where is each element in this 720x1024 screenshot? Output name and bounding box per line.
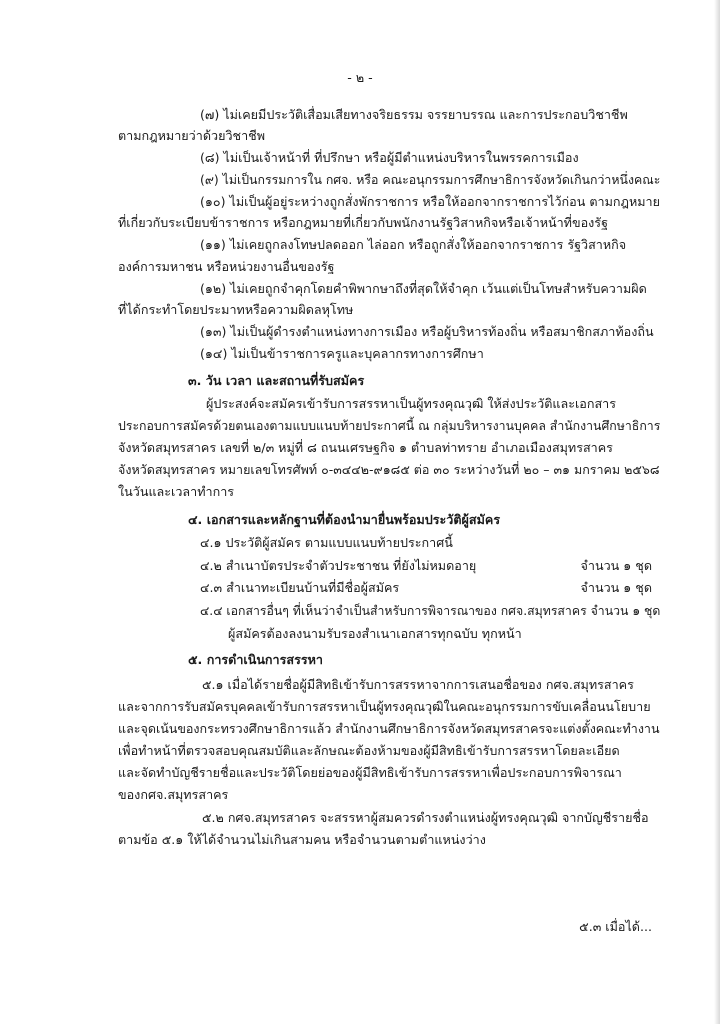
section5-2-line: ตามข้อ ๕.๑ ให้ได้จำนวนไม่เกินสามคน หรือจำนวนตามตำแหน่งว่าง	[118, 832, 486, 847]
qualification-10-line1: (๑๐) ไม่เป็นผู้อยู่ระหว่างถูกสั่งพักราชการ หรือให้ออกจากราชการไว้ก่อน ตามกฎหมาย	[200, 194, 661, 209]
section5-2-line: ๕.๒ กศจ.สมุทรสาคร จะสรรหาผู้สมควรดำรงตำแหน่งผู้ทรงคุณวุฒิ จากบัญชีรายชื่อ	[202, 810, 649, 825]
qualification-10-line2: ที่เกี่ยวกับระเบียบข้าราชการ หรือกฎหมายที่เกี่ยวกับพนักงานรัฐวิสาหกิจหรือเจ้าหน้าที่ของรัฐ	[118, 215, 609, 230]
section5-1-line: ๕.๑ เมื่อได้รายชื่อผู้มีสิทธิเข้ารับการสรรหาจากการเสนอชื่อของ กศจ.สมุทรสาคร	[202, 677, 634, 692]
section3-line: จังหวัดสมุทรสาคร หมายเลขโทรศัพท์ ๐-๓๔๔๒-๙๑๘๕ ต่อ ๓๐ ระหว่างวันที่ ๒๐ – ๓๑ มกราคม ๒๕๖๘	[118, 462, 660, 477]
section4-item-2-quantity: จำนวน ๑ ชุด	[580, 558, 652, 573]
section5-1-line: และจากการรับสมัครบุคคลเข้ารับการสรรหาเป็นผู้ทรงคุณวุฒิในคณะอนุกรรมการขับเคลื่อนนโยบาย	[118, 699, 651, 714]
qualification-8: (๘) ไม่เป็นเจ้าหน้าที่ ที่ปรึกษา หรือผู้มีตำแหน่งบริหารในพรรคการเมือง	[200, 150, 579, 165]
section3-line: ประกอบการสมัครด้วยตนเองตามแบบแนบท้ายประกาศนี้ ณ กลุ่มบริหารงานบุคคล สำนักงานศึกษาธิการ	[118, 418, 661, 433]
qualification-7-line1: (๗) ไม่เคยมีประวัติเสื่อมเสียทางจริยธรรม จรรยาบรรณ และการประกอบวิชาชีพ	[200, 107, 628, 122]
section5-1-line: ของกศจ.สมุทรสาคร	[118, 787, 229, 802]
section4-item-2: ๔.๒ สำเนาบัตรประจำตัวประชาชน ที่ยังไม่หมดอายุ	[200, 558, 477, 573]
section3-line: ผู้ประสงค์จะสมัครเข้ารับการสรรหาเป็นผู้ทรงคุณวุฒิ ให้ส่งประวัติและเอกสาร	[206, 396, 617, 411]
section5-1-line: เพื่อทำหน้าที่ตรวจสอบคุณสมบัติและลักษณะต้องห้ามของผู้มีสิทธิเข้ารับการสรรหาโดยละเอียด	[118, 743, 620, 758]
section5-1-line: และจุดเน้นของกระทรวงศึกษาธิการแล้ว สำนักงานศึกษาธิการจังหวัดสมุทรสาครจะแต่งตั้งคณะทำงาน	[118, 721, 660, 736]
scan-edge-shadow	[714, 0, 720, 1024]
qualification-9: (๙) ไม่เป็นกรรมการใน กศจ. หรือ คณะอนุกรรมการศึกษาธิการจังหวัดเกินกว่าหนึ่งคณะ	[200, 172, 661, 187]
qualification-12-line2: ที่ได้กระทำโดยประมาทหรือความผิดลหุโทษ	[118, 302, 354, 317]
qualification-11-line1: (๑๑) ไม่เคยถูกลงโทษปลดออก ไล่ออก หรือถูกสั่งให้ออกจากราชการ รัฐวิสาหกิจ	[200, 237, 627, 252]
section5-1-line: และจัดทำบัญชีรายชื่อและประวัติโดยย่อของผู้มีสิทธิเข้ารับการสรรหาเพื่อประกอบการพิจารณา	[118, 765, 622, 780]
section4-note: ผู้สมัครต้องลงนามรับรองสำเนาเอกสารทุกฉบับ ทุกหน้า	[228, 626, 522, 641]
section3-heading: ๓. วัน เวลา และสถานที่รับสมัคร	[188, 373, 365, 388]
section4-heading: ๔. เอกสารและหลักฐานที่ต้องนำมายื่นพร้อมประวัติผู้สมัคร	[188, 512, 501, 527]
page-number: - ๒ -	[347, 70, 373, 85]
section4-item-3: ๔.๓ สำเนาทะเบียนบ้านที่มีชื่อผู้สมัคร	[200, 580, 400, 595]
qualification-14: (๑๔) ไม่เป็นข้าราชการครูและบุคลากรทางการศึกษา	[200, 346, 484, 361]
qualification-11-line2: องค์การมหาชน หรือหน่วยงานอื่นของรัฐ	[118, 259, 335, 274]
section4-item-4: ๔.๔ เอกสารอื่นๆ ที่เห็นว่าจำเป็นสำหรับการพิจารณาของ กศจ.สมุทรสาคร จำนวน ๑ ชุด	[200, 603, 661, 618]
section3-line: ในวันและเวลาทำการ	[118, 484, 235, 499]
qualification-13: (๑๓) ไม่เป็นผู้ดำรงตำแหน่งทางการเมือง หรือผู้บริหารท้องถิ่น หรือสมาชิกสภาท้องถิ่น	[200, 324, 654, 339]
qualification-7-line2: ตามกฎหมายว่าด้วยวิชาชีพ	[118, 128, 265, 143]
continuation-marker: ๕.๓ เมื่อได้...	[579, 919, 652, 934]
section4-item-3-quantity: จำนวน ๑ ชุด	[580, 580, 652, 595]
qualification-12-line1: (๑๒) ไม่เคยถูกจำคุกโดยคำพิพากษาถึงที่สุดให้จำคุก เว้นแต่เป็นโทษสำหรับความผิด	[200, 281, 647, 296]
section5-heading: ๕. การดำเนินการสรรหา	[188, 652, 323, 667]
section4-item-1: ๔.๑ ประวัติผู้สมัคร ตามแบบแนบท้ายประกาศนี้	[200, 535, 453, 550]
section3-line: จังหวัดสมุทรสาคร เลขที่ ๒/๓ หมู่ที่ ๘ ถนนเศรษฐกิจ ๑ ตำบลท่าทราย อำเภอเมืองสมุทรสาคร	[118, 440, 613, 455]
